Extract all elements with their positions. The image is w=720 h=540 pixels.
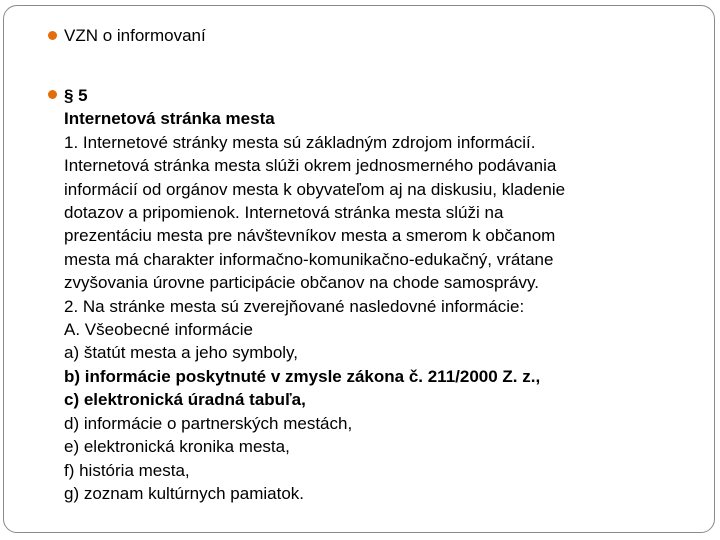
list-item: f) história mesta, [64, 460, 190, 480]
list-item: a) štatút mesta a jeho symboly, [64, 343, 299, 363]
paragraph1-line: zvyšovania úrovne participácie občanov na chode samosprávy. [64, 273, 540, 293]
section-number: § 5 [64, 86, 88, 105]
bullet-dot-icon [48, 31, 57, 40]
paragraph1-line: prezentáciu mesta pre návštevníkov mesta a smerom k občanom [64, 226, 556, 246]
list-item: d) informácie o partnerských mestách, [64, 413, 353, 433]
paragraph1-line: 1. Internetové stránky mesta sú základným zdrojom informácií. [64, 132, 536, 152]
list-item: c) elektronická úradná tabuľa, [64, 390, 306, 410]
paragraph1-line: informácií od orgánov mesta k obyvateľom aj na diskusiu, kladenie [64, 179, 566, 199]
paragraph1-line: mesta má charakter informačno-komunikačno-edukačný, vrátane [64, 249, 554, 269]
section-a-heading: A. Všeobecné informácie [64, 320, 253, 340]
section-heading: Internetová stránka mesta [64, 109, 275, 129]
list-item: e) elektronická kronika mesta, [64, 437, 290, 457]
bullet-dot-icon [48, 90, 57, 99]
list-item: b) informácie poskytnuté v zmysle zákona č. 211/2000 Z. z., [64, 366, 541, 386]
paragraph1-line: dotazov a pripomienok. Internetová stránka mesta slúži na [64, 203, 504, 223]
content-block [64, 84, 704, 505]
bullet-title: VZN o informovaní [64, 26, 206, 45]
paragraph1-line: Internetová stránka mesta slúži okrem jednosmerného podávania [64, 156, 557, 176]
paragraph2: 2. Na stránke mesta sú zverejňované nasledovné informácie: [64, 296, 525, 316]
list-item: g) zoznam kultúrnych pamiatok. [64, 483, 304, 503]
